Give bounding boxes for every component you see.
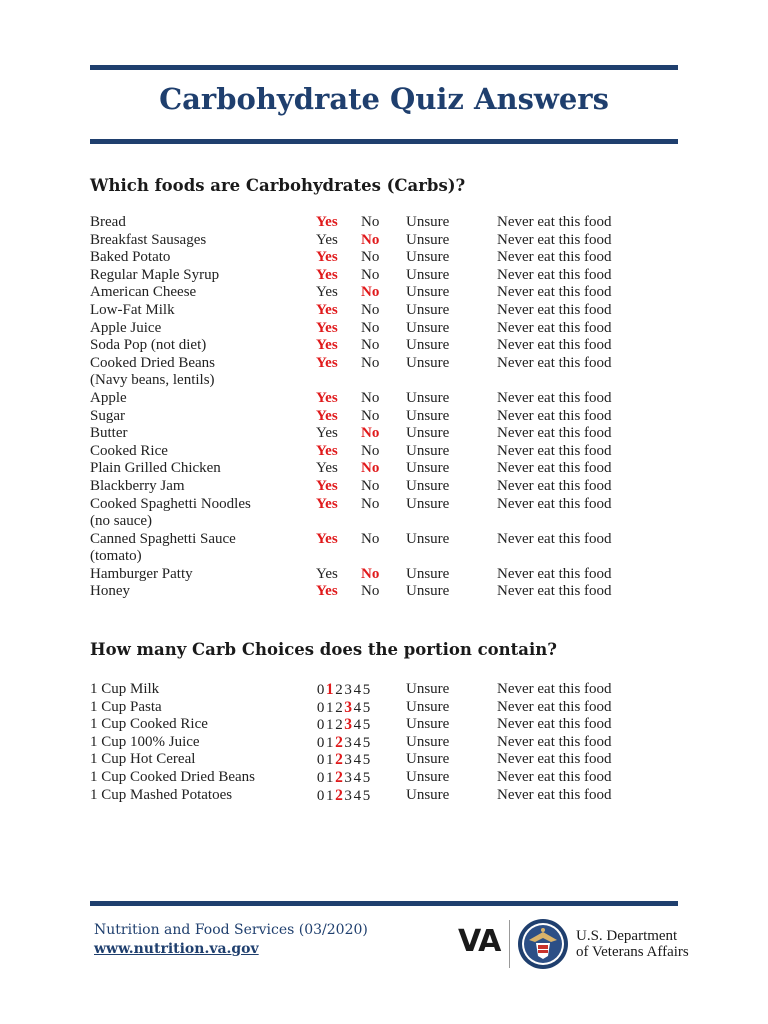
portion-name: 1 Cup Cooked Dried Beans — [90, 768, 255, 785]
never-eat-option: Never eat this food — [497, 733, 612, 750]
food-name — [90, 425, 305, 443]
choice-number: 0 — [316, 717, 325, 734]
never-eat-option: Never eat this food — [497, 565, 612, 582]
footer-rule — [90, 901, 678, 906]
choice-number: 2 — [335, 768, 343, 786]
unsure-option: Unsure — [406, 530, 450, 547]
yes-option: Yes — [316, 530, 338, 547]
carb-choice-numbers — [316, 751, 371, 770]
food-name-line: Blackberry Jam — [90, 477, 185, 494]
food-name — [90, 320, 305, 338]
choice-number: 1 — [325, 681, 334, 698]
no-option: No — [361, 530, 380, 547]
unsure-option: Unsure — [406, 460, 450, 477]
never-eat-option: Never eat this food — [497, 389, 612, 406]
va-logo-wordmark: VA — [458, 924, 501, 959]
choice-number: 1 — [326, 752, 334, 769]
never-eat-option: Never eat this food — [497, 354, 612, 371]
choice-number: 0 — [316, 682, 325, 698]
never-eat-option: Never eat this food — [497, 407, 612, 424]
logo-divider — [509, 920, 510, 968]
choice-number: 5 — [362, 787, 371, 804]
section-heading-carbs: Which foods are Carbohydrates (Carbs)? — [90, 176, 466, 195]
carb-choice-numbers — [316, 787, 371, 806]
yes-option: Yes — [316, 460, 338, 477]
food-name-line: Cooked Dried Beans — [90, 354, 215, 371]
unsure-option: Unsure — [406, 425, 450, 442]
food-name-note: (tomato) — [90, 548, 142, 565]
food-name-note: (Navy beans, lentils) — [90, 372, 215, 389]
never-eat-option: Never eat this food — [497, 301, 612, 318]
no-option: No — [361, 460, 380, 477]
unsure-option: Unsure — [406, 442, 450, 459]
unsure-option: Unsure — [406, 301, 450, 318]
choice-number: 4 — [353, 769, 362, 786]
table-row — [90, 496, 690, 531]
food-name-line: Soda Pop (not diet) — [90, 337, 207, 354]
food-name — [90, 531, 305, 566]
choice-number: 3 — [344, 716, 353, 734]
never-eat-option: Never eat this food — [497, 337, 612, 354]
never-eat-option: Never eat this food — [497, 698, 612, 715]
portion-table — [90, 681, 690, 804]
never-eat-option: Never eat this food — [497, 477, 612, 494]
unsure-option: Unsure — [406, 407, 450, 424]
never-eat-option: Never eat this food — [497, 681, 612, 697]
choice-number: 5 — [362, 769, 371, 786]
food-name-line: Low-Fat Milk — [90, 301, 175, 318]
choice-number: 4 — [353, 752, 362, 769]
yes-option: Yes — [316, 495, 338, 512]
choice-number: 1 — [326, 769, 334, 786]
food-name-line: Apple Juice — [90, 319, 162, 336]
yes-option: Yes — [316, 565, 338, 582]
portion-name: 1 Cup Milk — [90, 681, 160, 697]
food-name — [90, 214, 305, 232]
unsure-option: Unsure — [406, 231, 450, 248]
table-row — [90, 681, 690, 699]
food-name — [90, 267, 305, 285]
carb-choice-numbers — [316, 681, 371, 700]
choice-number: 1 — [326, 699, 334, 716]
choice-number: 1 — [326, 787, 334, 804]
no-option: No — [361, 337, 380, 354]
food-name — [90, 337, 305, 355]
choice-number: 3 — [344, 787, 352, 804]
table-row — [90, 425, 690, 443]
food-name-line: American Cheese — [90, 284, 197, 301]
footer-credit: Nutrition and Food Services (03/2020) — [94, 922, 368, 938]
table-row — [90, 787, 690, 805]
title-rule — [90, 139, 678, 144]
unsure-option: Unsure — [406, 698, 450, 715]
choice-number: 0 — [316, 787, 325, 804]
choice-number: 0 — [316, 699, 325, 716]
yes-option: Yes — [316, 354, 338, 371]
never-eat-option: Never eat this food — [497, 442, 612, 459]
food-name-line: Bread — [90, 214, 126, 230]
unsure-option: Unsure — [406, 716, 450, 733]
yes-option: Yes — [316, 389, 338, 406]
table-row — [90, 408, 690, 426]
unsure-option: Unsure — [406, 495, 450, 512]
table-row — [90, 249, 690, 267]
unsure-option: Unsure — [406, 266, 450, 283]
table-row — [90, 267, 690, 285]
table-row — [90, 478, 690, 496]
never-eat-option: Never eat this food — [497, 425, 612, 442]
food-name — [90, 460, 305, 478]
portion-name: 1 Cup Cooked Rice — [90, 716, 208, 733]
yes-option: Yes — [316, 249, 338, 266]
unsure-option: Unsure — [406, 681, 450, 697]
never-eat-option: Never eat this food — [497, 319, 612, 336]
food-name-line: Regular Maple Syrup — [90, 266, 220, 283]
food-name — [90, 355, 305, 390]
food-name — [90, 249, 305, 267]
carb-choice-numbers — [316, 699, 371, 718]
choice-number: 4 — [353, 717, 362, 734]
food-name-line: Honey — [90, 583, 130, 600]
food-name-line: Plain Grilled Chicken — [90, 460, 221, 477]
choice-number: 2 — [335, 751, 343, 769]
food-name-line: Cooked Spaghetti Noodles — [90, 495, 251, 512]
unsure-option: Unsure — [406, 786, 450, 803]
unsure-option: Unsure — [406, 477, 450, 494]
food-name-line: Butter — [90, 425, 128, 442]
choice-number: 2 — [335, 733, 343, 751]
never-eat-option: Never eat this food — [497, 284, 612, 301]
never-eat-option: Never eat this food — [497, 266, 612, 283]
food-name — [90, 284, 305, 302]
table-row — [90, 751, 690, 769]
table-row — [90, 566, 690, 584]
yes-option: Yes — [316, 583, 338, 600]
portion-name: 1 Cup Hot Cereal — [90, 751, 196, 768]
choice-number: 5 — [362, 699, 371, 716]
no-option: No — [361, 407, 380, 424]
choice-number: 4 — [353, 734, 362, 751]
food-name — [90, 408, 305, 426]
choice-number: 5 — [362, 734, 371, 751]
no-option: No — [361, 266, 380, 283]
table-row — [90, 284, 690, 302]
table-row — [90, 214, 690, 232]
choice-number: 2 — [335, 717, 343, 734]
food-name-line: Baked Potato — [90, 249, 171, 266]
yes-option: Yes — [316, 425, 338, 442]
table-row — [90, 355, 690, 390]
no-option: No — [361, 354, 380, 371]
table-row — [90, 769, 690, 787]
table-row — [90, 302, 690, 320]
department-name — [576, 928, 689, 960]
choice-number: 5 — [362, 752, 371, 769]
department-line2: of Veterans Affairs — [576, 944, 689, 960]
choice-number: 0 — [316, 734, 325, 751]
footer-website-link[interactable]: www.nutrition.va.gov — [94, 941, 259, 957]
carb-table — [90, 214, 690, 601]
choice-number: 3 — [344, 682, 352, 698]
yes-option: Yes — [316, 231, 338, 248]
unsure-option: Unsure — [406, 768, 450, 785]
unsure-option: Unsure — [406, 389, 450, 406]
yes-option: Yes — [316, 442, 338, 459]
department-line1: U.S. Department — [576, 928, 678, 944]
choice-number: 4 — [353, 787, 362, 804]
no-option: No — [361, 249, 380, 266]
choice-number: 5 — [362, 717, 371, 734]
table-row — [90, 531, 690, 566]
food-name — [90, 232, 305, 250]
unsure-option: Unsure — [406, 583, 450, 600]
choice-number: 1 — [326, 734, 334, 751]
food-name — [90, 566, 305, 584]
no-option: No — [361, 425, 380, 442]
yes-option: Yes — [316, 319, 338, 336]
yes-option: Yes — [316, 407, 338, 424]
unsure-option: Unsure — [406, 565, 450, 582]
never-eat-option: Never eat this food — [497, 768, 612, 785]
food-name — [90, 583, 305, 601]
never-eat-option: Never eat this food — [497, 231, 612, 248]
yes-option: Yes — [316, 266, 338, 283]
table-row — [90, 390, 690, 408]
never-eat-option: Never eat this food — [497, 530, 612, 547]
portion-name: 1 Cup Mashed Potatoes — [90, 786, 233, 803]
unsure-option: Unsure — [406, 284, 450, 301]
choice-number: 3 — [344, 698, 353, 716]
food-name-line: Canned Spaghetti Sauce — [90, 530, 236, 547]
carb-choice-numbers — [316, 769, 371, 788]
choice-number: 2 — [335, 699, 343, 716]
food-name — [90, 390, 305, 408]
table-row — [90, 337, 690, 355]
choice-number: 0 — [316, 752, 325, 769]
top-rule — [90, 65, 678, 70]
choice-number: 1 — [326, 717, 334, 734]
food-name-line: Hamburger Patty — [90, 565, 193, 582]
food-name-line: Breakfast Sausages — [90, 231, 207, 248]
table-row — [90, 716, 690, 734]
food-name — [90, 443, 305, 461]
never-eat-option: Never eat this food — [497, 214, 612, 230]
no-option: No — [361, 477, 380, 494]
unsure-option: Unsure — [406, 733, 450, 750]
no-option: No — [361, 214, 380, 230]
table-row — [90, 320, 690, 338]
never-eat-option: Never eat this food — [497, 583, 612, 600]
table-row — [90, 734, 690, 752]
portion-name: 1 Cup Pasta — [90, 698, 162, 715]
food-name — [90, 302, 305, 320]
table-row — [90, 583, 690, 601]
no-option: No — [361, 565, 380, 582]
choice-number: 3 — [344, 752, 352, 769]
table-row — [90, 443, 690, 461]
unsure-option: Unsure — [406, 751, 450, 768]
yes-option: Yes — [316, 214, 338, 230]
no-option: No — [361, 583, 380, 600]
no-option: No — [361, 495, 380, 512]
choice-number: 3 — [344, 769, 352, 786]
choice-number: 4 — [353, 699, 362, 716]
unsure-option: Unsure — [406, 354, 450, 371]
section-heading-choices: How many Carb Choices does the portion contain? — [90, 640, 557, 659]
yes-option: Yes — [316, 337, 338, 354]
no-option: No — [361, 442, 380, 459]
no-option: No — [361, 284, 380, 301]
never-eat-option: Never eat this food — [497, 786, 612, 803]
table-row — [90, 699, 690, 717]
never-eat-option: Never eat this food — [497, 460, 612, 477]
choice-number: 2 — [335, 682, 343, 698]
food-name-line: Cooked Rice — [90, 442, 168, 459]
carb-choice-numbers — [316, 734, 371, 753]
carb-choice-numbers — [316, 716, 371, 735]
choice-number: 3 — [344, 734, 352, 751]
yes-option: Yes — [316, 477, 338, 494]
unsure-option: Unsure — [406, 214, 450, 230]
never-eat-option: Never eat this food — [497, 495, 612, 512]
food-name-line: Sugar — [90, 407, 125, 424]
table-row — [90, 232, 690, 250]
food-name-line: Apple — [90, 389, 127, 406]
yes-option: Yes — [316, 301, 338, 318]
unsure-option: Unsure — [406, 249, 450, 266]
unsure-option: Unsure — [406, 319, 450, 336]
no-option: No — [361, 319, 380, 336]
choice-number: 4 — [353, 682, 362, 698]
never-eat-option: Never eat this food — [497, 716, 612, 733]
never-eat-option: Never eat this food — [497, 751, 612, 768]
unsure-option: Unsure — [406, 337, 450, 354]
no-option: No — [361, 231, 380, 248]
food-name-note: (no sauce) — [90, 513, 153, 530]
portion-name: 1 Cup 100% Juice — [90, 733, 200, 750]
food-name — [90, 478, 305, 496]
va-seal-icon — [517, 918, 569, 970]
page-title: Carbohydrate Quiz Answers — [159, 82, 609, 116]
choice-number: 2 — [335, 786, 343, 804]
choice-number: 0 — [316, 769, 325, 786]
never-eat-option: Never eat this food — [497, 249, 612, 266]
yes-option: Yes — [316, 284, 338, 301]
no-option: No — [361, 301, 380, 318]
table-row — [90, 460, 690, 478]
choice-number: 5 — [362, 682, 371, 698]
food-name — [90, 496, 305, 531]
no-option: No — [361, 389, 380, 406]
